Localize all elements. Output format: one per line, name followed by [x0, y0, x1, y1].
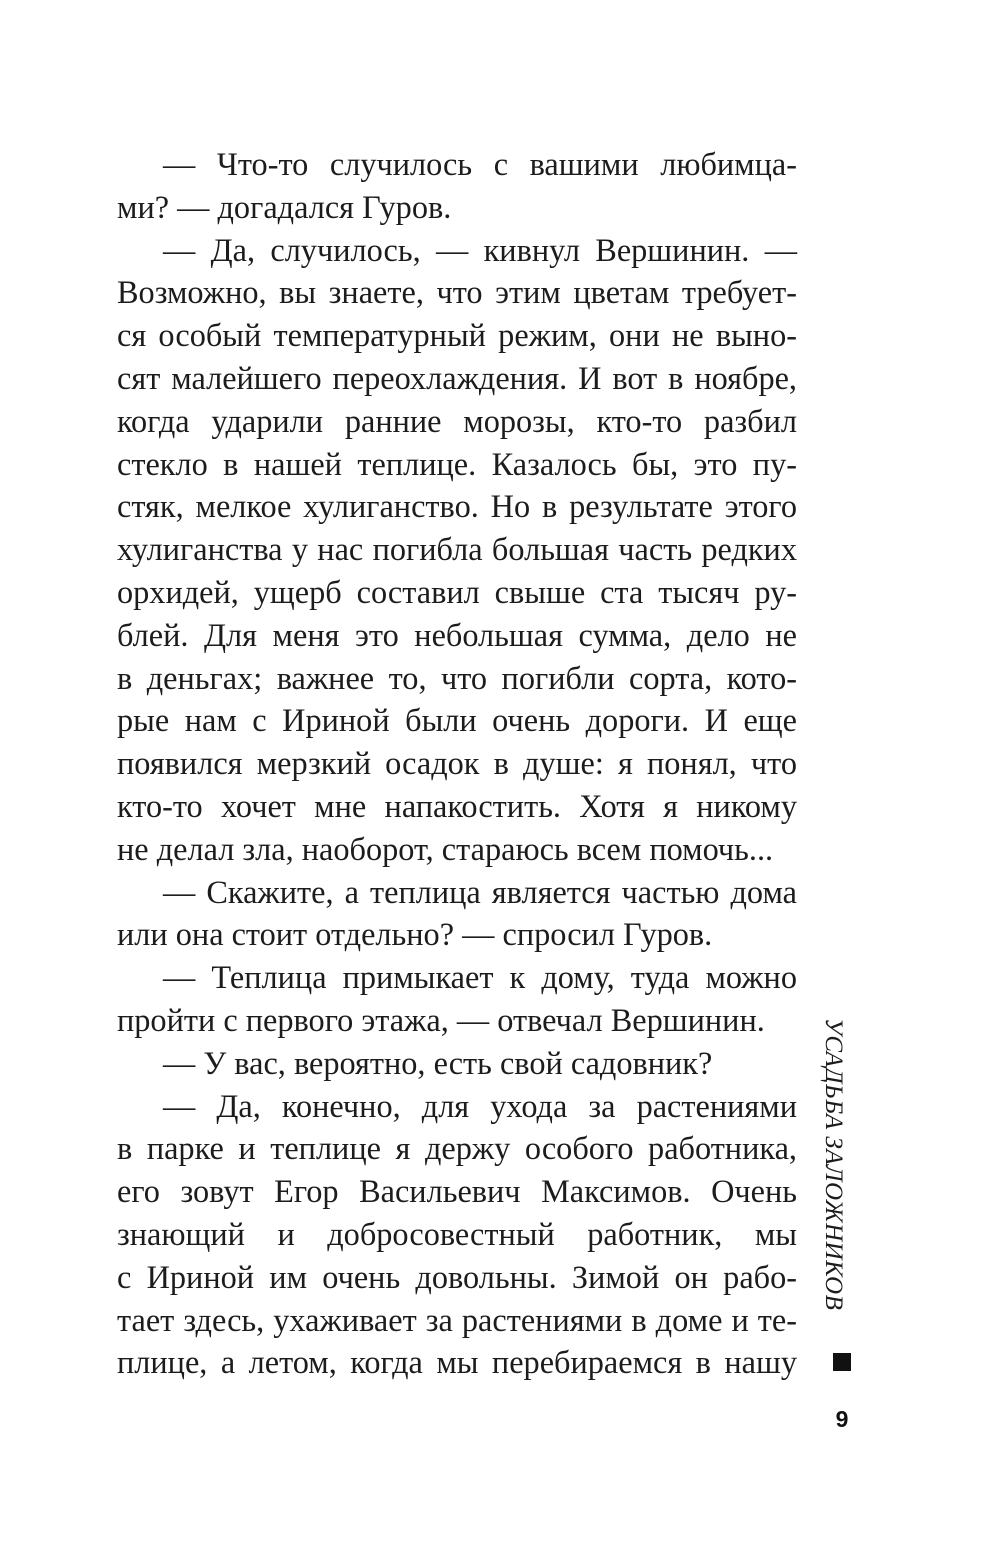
text-line: ся особый температурный режим, они не выно- — [117, 317, 797, 354]
text-line: — Да, конечно, для ухода за растениями — [163, 1087, 797, 1124]
text-line: стяк, мелкое хулиганство. Но в результате этого — [117, 488, 797, 525]
text-line: ми? — догадался Гуров. — [117, 188, 452, 225]
body-text — [117, 143, 797, 1384]
text-line: стекло в нашей теплице. Казалось бы, это пу- — [117, 445, 797, 482]
text-line: Возможно, вы знаете, что этим цветам требует- — [117, 274, 797, 311]
text-line: или она стоит отдельно? — спросил Гуров. — [117, 916, 713, 953]
text-line: его зовут Егор Васильевич Максимов. Очень — [117, 1173, 797, 1210]
text-line: с Ириной им очень довольны. Зимой он рабо- — [117, 1258, 797, 1295]
text-line: в парке и теплице я держу особого работника, — [117, 1130, 797, 1167]
text-line: кто-то хочет мне напакостить. Хотя я никому — [117, 787, 797, 824]
text-line: появился мерзкий осадок в душе: я понял, что — [117, 745, 797, 782]
text-line: — Теплица примыкает к дому, туда можно — [163, 959, 797, 996]
text-line: плице, а летом, когда мы перебираемся в нашу — [117, 1344, 797, 1381]
text-line: сят малейшего переохлаждения. И вот в ноябре, — [117, 359, 797, 396]
text-line: орхидей, ущерб составил свыше ста тысяч ру- — [117, 573, 797, 610]
text-line: тает здесь, ухаживает за растениями в доме и те- — [117, 1301, 797, 1338]
text-line: блей. Для меня это небольшая сумма, дело не — [117, 616, 797, 653]
running-title-marker — [833, 1353, 851, 1371]
text-line: когда ударили ранние морозы, кто-то разбил — [117, 402, 797, 439]
text-line: хулиганства у нас погибла большая часть редких — [117, 531, 797, 568]
text-line: в деньгах; важнее то, что погибли сорта, кото- — [117, 659, 797, 696]
text-line: пройти с первого этажа, — отвечал Вершинин. — [117, 1001, 765, 1038]
text-line: рые нам с Ириной были очень дороги. И еще — [117, 702, 797, 739]
text-line: не делал зла, наоборот, стараюсь всем помочь... — [117, 830, 774, 867]
running-title: УСАДЬБА ЗАЛОЖНИКОВ — [820, 1018, 847, 1311]
text-line: — Да, случилось, — кивнул Вершинин. — — [163, 231, 797, 268]
text-line: — У вас, вероятно, есть свой садовник? — [163, 1044, 713, 1081]
page-number: 9 — [835, 1406, 849, 1432]
text-line: — Что-то случилось с вашими любимца- — [163, 146, 797, 182]
text-line: знающий и добросовестный работник, мы — [117, 1215, 797, 1252]
text-line: — Скажите, а теплица является частью дома — [163, 873, 797, 910]
